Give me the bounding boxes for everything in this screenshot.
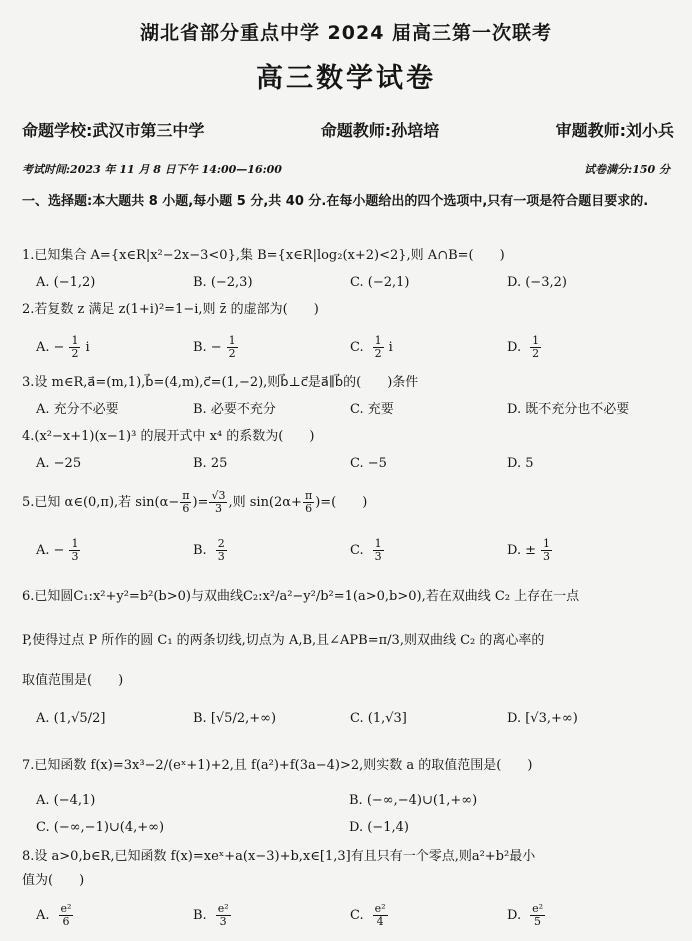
- question-5: [22, 490, 676, 515]
- question-3-options: [36, 401, 676, 419]
- exam-title: 湖北省部分重点中学 2024 届高三第一次联考: [139, 22, 553, 44]
- option-c: C. 充要: [350, 402, 394, 417]
- option-c: [350, 903, 507, 928]
- option-letter: D.: [507, 542, 522, 558]
- option-fraction: [69, 538, 80, 563]
- numerator: 2: [217, 537, 225, 550]
- option-d: D. (−1,4): [349, 820, 409, 835]
- option-fraction: [69, 335, 80, 360]
- denominator: 3: [71, 550, 79, 563]
- option-suffix: i: [85, 339, 90, 355]
- option-c: [350, 538, 507, 563]
- option-a: A. (1,√5/2]: [36, 711, 106, 726]
- q5-text-1: 5.已知 α∈(0,π),若 sin(α−: [22, 494, 180, 510]
- option-a: A. (−1,2): [36, 275, 96, 290]
- option-fraction: [530, 903, 545, 928]
- denominator: 3: [374, 550, 382, 563]
- denominator: 3: [217, 550, 225, 563]
- option-b: [193, 903, 350, 928]
- option-letter: C.: [350, 542, 364, 558]
- option-d: [507, 903, 664, 928]
- q5-fraction-1: [180, 490, 191, 515]
- option-d: D. [√3,+∞): [507, 711, 578, 726]
- question-8-line-2: 值为( ): [22, 873, 85, 888]
- option-d: [507, 538, 664, 563]
- denominator: 6: [305, 502, 313, 515]
- option-fraction: [530, 335, 541, 360]
- option-fraction: [373, 903, 388, 928]
- question-6-line-3: 取值范围是( ): [22, 673, 124, 688]
- option-letter: D.: [507, 339, 522, 355]
- option-b: [193, 335, 350, 360]
- option-b: B. [√5/2,+∞): [193, 711, 277, 726]
- option-c: [350, 335, 507, 360]
- option-letter: A.: [36, 542, 50, 558]
- question-4-options: [36, 455, 676, 473]
- question-7: 7.已知函数 f(x)=3x³−2/(eˣ+1)+2,且 f(a²)+f(3a−4)>2,则实数 a 的取值范围是( ): [22, 758, 533, 773]
- option-a: [36, 903, 193, 928]
- numerator: π: [182, 489, 190, 502]
- question-1: 1.已知集合 A={x∈R|x²−2x−3<0},集 B={x∈R|log₂(x+2)<2},则 A∩B=( ): [22, 248, 505, 263]
- numerator: 1: [374, 334, 382, 347]
- option-prefix: −: [210, 339, 222, 355]
- q5-text-3: ,则 sin(2α+: [228, 494, 302, 510]
- numerator: 1: [532, 334, 540, 347]
- option-d: [507, 335, 664, 360]
- option-prefix: ±: [525, 542, 536, 558]
- option-a: A. 充分不必要: [36, 402, 119, 417]
- question-3: 3.设 m∈R,a⃗=(m,1),b⃗=(4,m),c⃗=(1,−2),则b⃗⊥c⃗是a⃗∥b⃗的( )条件: [22, 375, 419, 390]
- option-fraction: [227, 335, 238, 360]
- q5-text-4: )=( ): [315, 494, 368, 510]
- numerator: 1: [543, 537, 550, 550]
- option-b: [193, 538, 350, 563]
- denominator: 3: [214, 502, 222, 515]
- option-letter: A.: [36, 339, 50, 355]
- option-a: A. (−4,1): [36, 793, 96, 808]
- option-d: D. 5: [507, 456, 534, 471]
- numerator: e²: [532, 902, 544, 915]
- question-6-options: [36, 710, 676, 728]
- option-letter: B.: [193, 339, 207, 355]
- option-b: B. (−∞,−4)∪(1,+∞): [349, 793, 478, 808]
- option-d: D. 既不充分也不必要: [507, 402, 630, 417]
- option-letter: C.: [350, 339, 364, 355]
- denominator: 3: [219, 915, 227, 928]
- numerator: 1: [71, 334, 79, 347]
- question-5-options: [36, 538, 676, 563]
- full-score: 试卷满分:150 分: [584, 163, 670, 176]
- option-a: A. −25: [36, 456, 82, 471]
- option-fraction: [373, 335, 384, 360]
- numerator: π: [304, 489, 313, 502]
- option-prefix: −: [53, 339, 65, 355]
- option-letter: A.: [36, 907, 50, 923]
- question-8-line-1: 8.设 a>0,b∈R,已知函数 f(x)=xeˣ+a(x−3)+b,x∈[1,3]有且只有一个零点,则a²+b²最小: [22, 849, 536, 864]
- question-7-options-row-1: [36, 792, 676, 810]
- school: 命题学校:武汉市第三中学: [22, 121, 205, 140]
- exam-time: 考试时间:2023 年 11 月 8 日下午 14:00—16:00: [22, 163, 282, 176]
- denominator: 2: [228, 347, 236, 360]
- denominator: 2: [71, 347, 79, 360]
- subject-title: 高三数学试卷: [256, 63, 436, 94]
- option-b: B. 25: [193, 456, 228, 471]
- option-letter: D.: [507, 907, 522, 923]
- question-8-options: [36, 903, 676, 928]
- numerator: 1: [71, 537, 79, 550]
- option-b: B. 必要不充分: [193, 402, 276, 417]
- staff-line: [22, 118, 674, 141]
- option-fraction: [216, 538, 227, 563]
- option-c: C. (−2,1): [350, 275, 410, 290]
- question-2-options: [36, 335, 676, 360]
- q5-fraction-2: [209, 490, 227, 515]
- option-fraction: [541, 538, 552, 563]
- option-c: C. (−∞,−1)∪(4,+∞): [36, 820, 165, 835]
- denominator: 6: [62, 915, 70, 928]
- numerator: 1: [228, 334, 236, 347]
- question-6-line-1: 6.已知圆C₁:x²+y²=b²(b>0)与双曲线C₂:x²/a²−y²/b²=1(a>0,b>0),若在双曲线 C₂ 上存在一点: [22, 589, 580, 604]
- section-heading: 一、选择题:本大题共 8 小题,每小题 5 分,共 40 分.在每小题给出的四个选项中,只有一项是符合题目要求的.: [22, 194, 649, 209]
- numerator: e²: [374, 902, 386, 915]
- option-suffix: i: [388, 339, 393, 355]
- question-1-options: [36, 274, 676, 292]
- denominator: 2: [532, 347, 540, 360]
- denominator: 2: [374, 347, 382, 360]
- option-d: D. (−3,2): [507, 275, 567, 290]
- denominator: 5: [534, 915, 542, 928]
- option-a: [36, 335, 193, 360]
- question-4: 4.(x²−x+1)(x−1)³ 的展开式中 x⁴ 的系数为( ): [22, 429, 315, 444]
- question-2: 2.若复数 z 满足 z(1+i)²=1−i,则 z̄ 的虚部为( ): [22, 302, 319, 317]
- exam-info-line: [22, 161, 670, 177]
- option-fraction: [373, 538, 384, 563]
- denominator: 4: [376, 915, 384, 928]
- question-7-options-row-2: [36, 819, 676, 837]
- reviewer: 审题教师:刘小兵: [555, 121, 674, 140]
- option-fraction: [216, 903, 231, 928]
- numerator: e²: [60, 902, 72, 915]
- option-c: C. −5: [350, 456, 387, 471]
- denominator: 3: [543, 550, 550, 563]
- numerator: e²: [217, 902, 229, 915]
- question-6-line-2: P,使得过点 P 所作的圆 C₁ 的两条切线,切点为 A,B,且∠APB=π/3,则双曲线 C₂ 的离心率的: [22, 633, 545, 648]
- option-fraction: [59, 903, 74, 928]
- option-prefix: −: [53, 542, 65, 558]
- option-c: C. (1,√3]: [350, 711, 407, 726]
- numerator: 1: [374, 537, 382, 550]
- q5-text-2: )=: [192, 494, 209, 510]
- option-letter: B.: [193, 542, 207, 558]
- numerator: √3: [211, 489, 226, 502]
- option-a: [36, 538, 193, 563]
- option-letter: B.: [193, 907, 207, 923]
- option-b: B. (−2,3): [193, 275, 253, 290]
- denominator: 6: [182, 502, 190, 515]
- setter: 命题教师:孙培培: [320, 121, 440, 140]
- option-letter: C.: [350, 907, 364, 923]
- q5-fraction-3: [303, 490, 314, 515]
